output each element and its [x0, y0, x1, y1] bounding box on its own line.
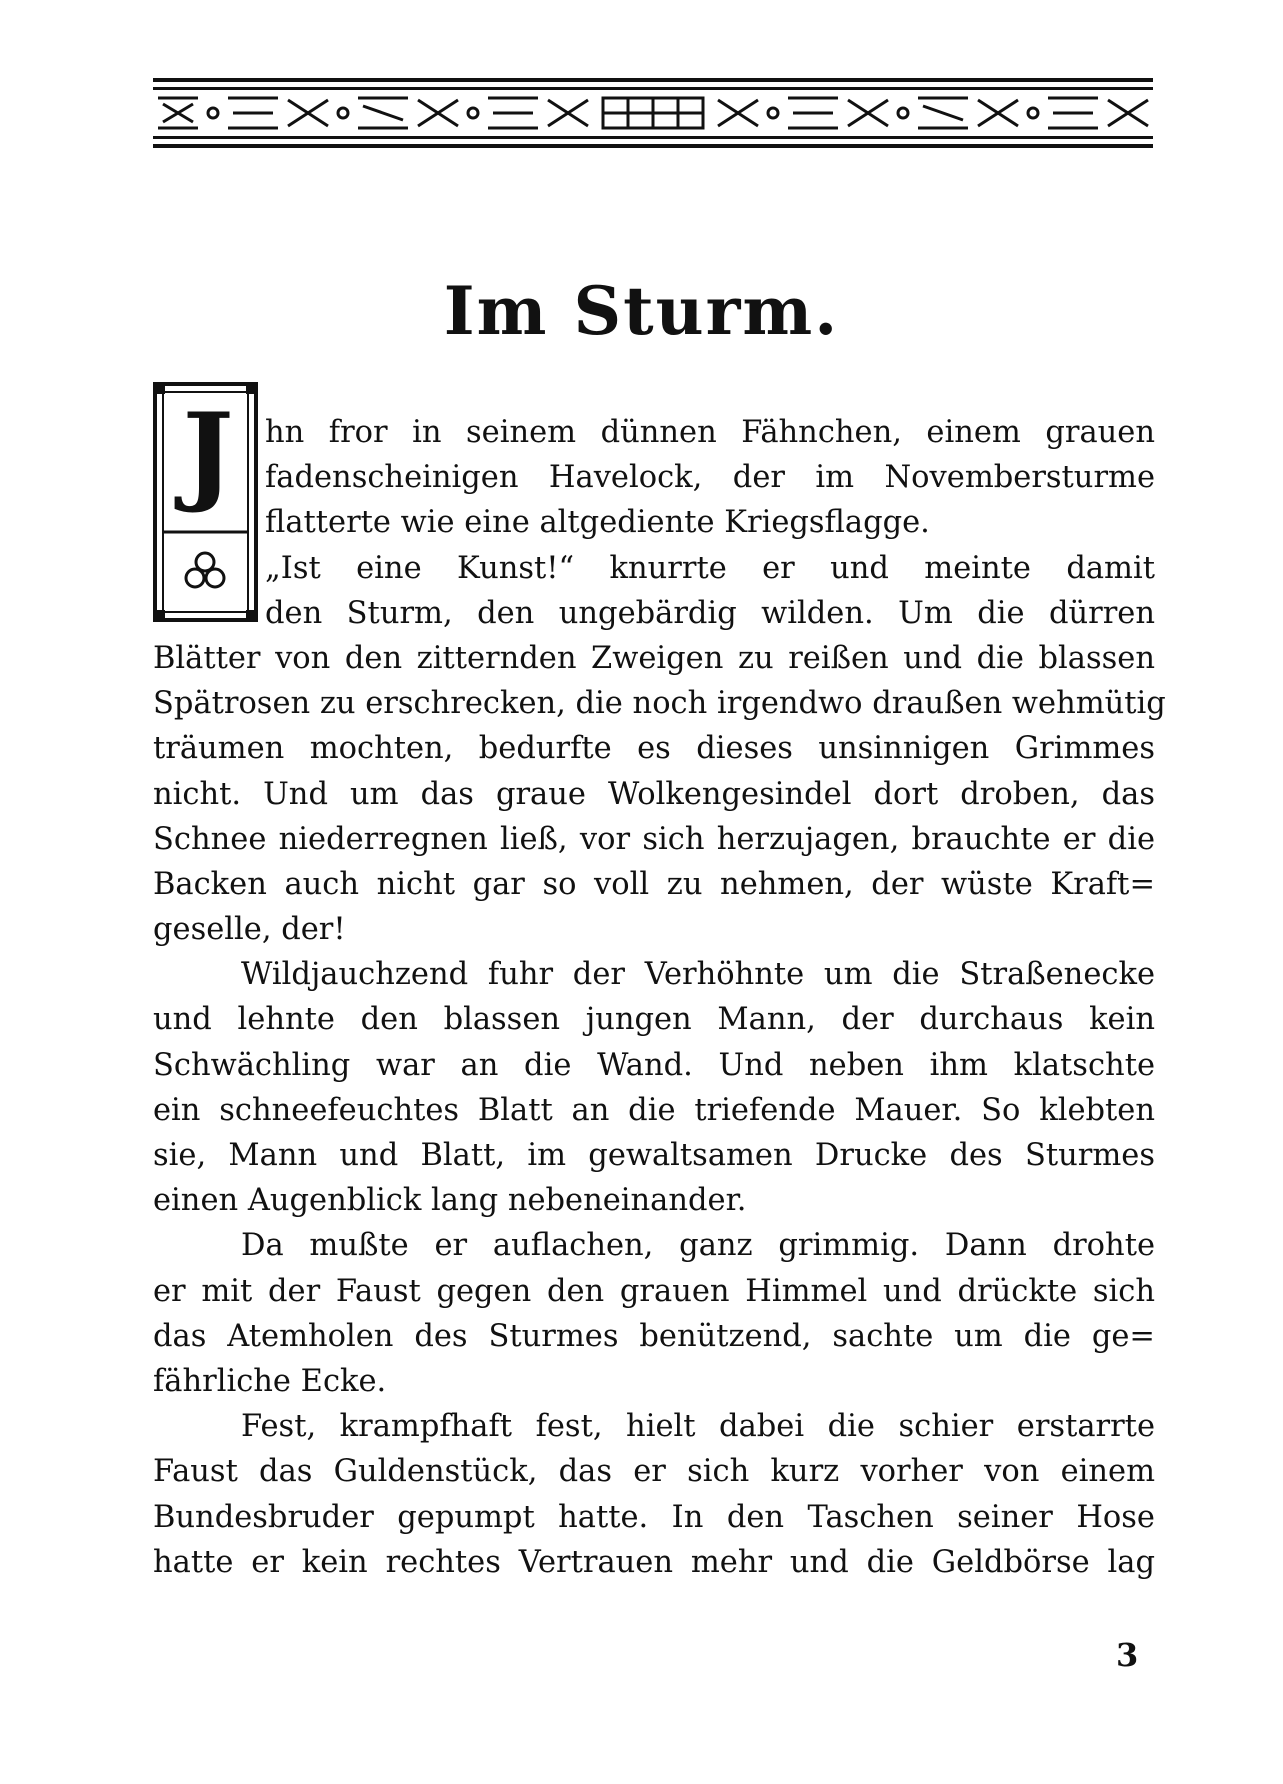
text-line: Fest, krampfhaft fest, hielt dabei die schier erstarrte	[241, 1409, 1155, 1445]
text-line: „Ist eine Kunst!“ knurrte er und meinte damit	[265, 550, 1155, 586]
text-line: fadenscheinigen Havelock, der im Novembersturme	[265, 460, 1155, 496]
text-line: flatterte wie eine altgediente Kriegsflagge.	[265, 505, 930, 541]
text-line: Bundesbruder gepumpt hatte. In den Taschen seiner Hose	[153, 1499, 1155, 1535]
text-line: er mit der Faust gegen den grauen Himmel und drückte sich	[153, 1273, 1155, 1309]
text-line: einen Augenblick lang nebeneinander.	[153, 1183, 747, 1219]
text-line: Schwächling war an die Wand. Und neben ihm klatschte	[153, 1047, 1155, 1083]
text-line: fährliche Ecke.	[153, 1363, 387, 1399]
text-line: hatte er kein rechtes Vertrauen mehr und die Geldbörse lag	[153, 1544, 1155, 1580]
text-line: Backen auch nicht gar so voll zu nehmen, der wüste Kraft=	[153, 866, 1155, 902]
text-line: Schnee niederregnen ließ, vor sich herzujagen, brauchte er die	[153, 821, 1155, 857]
body-text	[153, 410, 1166, 1585]
text-line: hn fror in seinem dünnen Fähnchen, einem grauen	[265, 415, 1155, 450]
text-line: Blätter von den zitternden Zweigen zu reißen und die blassen	[153, 640, 1155, 676]
ornamental-header-band	[153, 78, 1153, 148]
text-line: Da mußte er auflachen, ganz grimmig. Dann drohte	[241, 1228, 1155, 1264]
text-line: Spätrosen zu erschrecken, die noch irgendwo draußen wehmütig	[153, 686, 1166, 722]
text-line: das Atemholen des Sturmes benützend, sachte um die ge=	[153, 1318, 1155, 1354]
text-line: Faust das Guldenstück, das er sich kurz vorher von einem	[153, 1454, 1155, 1490]
text-line: Wildjauchzend fuhr der Verhöhnte um die Straßenecke	[241, 957, 1155, 993]
page-number: 3	[1116, 1636, 1139, 1674]
text-line: sie, Mann und Blatt, im gewaltsamen Drucke des Sturmes	[153, 1138, 1155, 1173]
text-line: ein schneefeuchtes Blatt an die triefende Mauer. So klebten	[153, 1092, 1155, 1128]
text-line: den Sturm, den ungebärdig wilden. Um die dürren	[265, 595, 1155, 631]
chapter-title: Im Sturm.	[443, 272, 840, 350]
ornament-graphic	[153, 78, 1153, 148]
text-line: geselle, der!	[153, 912, 346, 948]
drop-cap-letter: J	[182, 390, 234, 516]
text-line: träumen mochten, bedurfte es dieses unsinnigen Grimmes	[153, 731, 1155, 767]
text-line: und lehnte den blassen jungen Mann, der durchaus kein	[153, 1002, 1155, 1038]
text-line: nicht. Und um das graue Wolkengesindel dort droben, das	[153, 776, 1155, 812]
